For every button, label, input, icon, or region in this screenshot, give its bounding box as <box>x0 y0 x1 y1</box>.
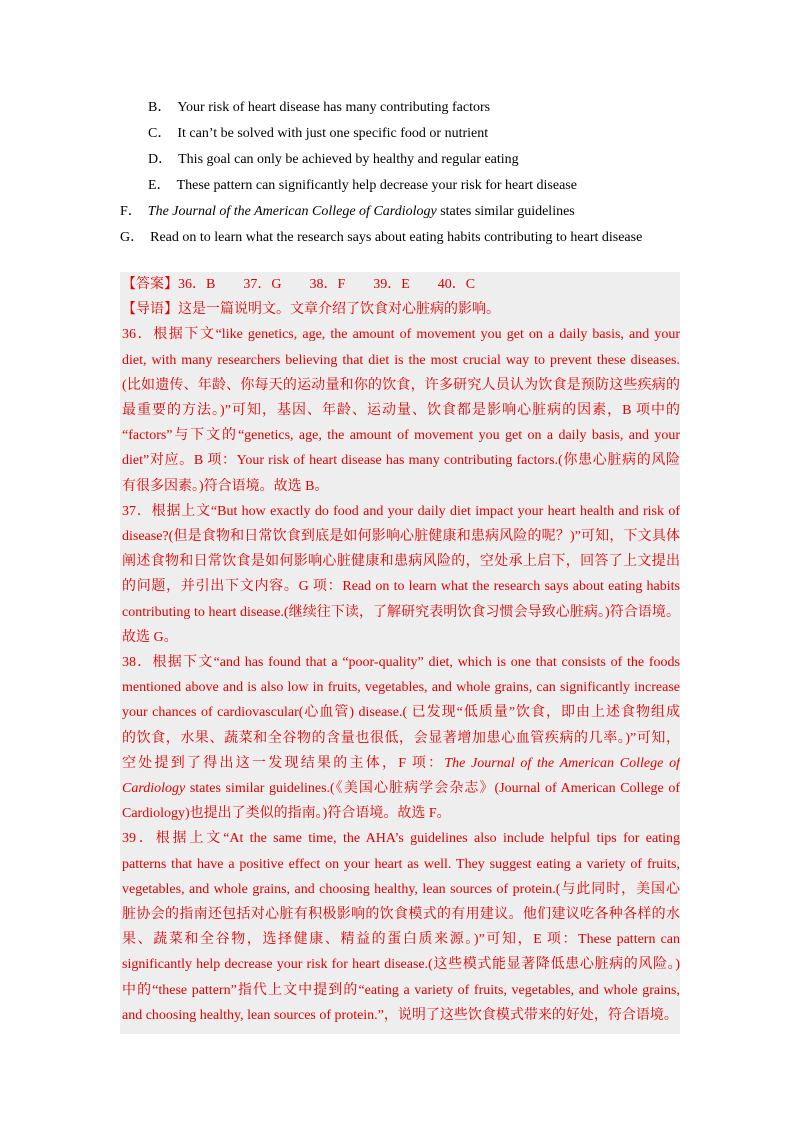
answer-line: 38．根据下文“and has found that a “poor-quality” diet, which is one that consists of the foods <box>122 655 680 670</box>
answer-line: 最重要的方法。)”可知，基因、年龄、运动量、饮食都是影响心脏病的因素，B 项中的 <box>122 403 680 418</box>
answer-line: 空处提到了得出这一发现结果的主体，F 项：The Journal of the American College of <box>122 755 680 771</box>
answer-line: 中的“these pattern”指代上文中提到的“eating a variety of fruits, vegetables, and whole grains, <box>122 982 680 998</box>
answer-line: diet, with many researchers believing that diet is the most crucial way to prevent these diseases. <box>122 352 680 368</box>
option-text: Read on to learn what the research says about eating habits contributing to heart disease <box>150 230 643 245</box>
answer-line: Cardiology states similar guidelines.(《美国心脏病学会杂志》(Journal of American College of <box>122 781 680 796</box>
answer-line: mentioned above and is also low in fruits, vegetables, and whole grains, can significantly increase <box>122 680 680 696</box>
answer-line: disease?(但是食物和日常饮食到底是如何影响心脏健康和患病风险的呢？)”可知，下文具体 <box>122 529 680 544</box>
answer-line: 39．根据上文“At the same time, the AHA’s guidelines also include helpful tips for eating <box>122 831 680 847</box>
answer-line: Cardiology)也提出了类似的指南。)符合语境。故选 F。 <box>122 806 451 822</box>
answer-line: vegetables, and whole grains, and choosing healthy, lean sources of protein.(与此同时，美国心 <box>122 881 680 897</box>
option-text: This goal can only be achieved by healthy and regular eating <box>178 152 519 167</box>
option-c <box>148 125 488 143</box>
answer-line: contributing to heart disease.(继续往下读，了解研究表明饮食习惯会导致心脏病。)符合语境。 <box>122 604 680 620</box>
option-letter: G． <box>120 230 145 245</box>
option-b <box>148 99 490 117</box>
answer-line: 故选 G。 <box>122 629 178 645</box>
option-e <box>148 177 577 195</box>
option-italic-title: The Journal of the American College of Cardiology <box>147 204 437 219</box>
answer-line: your chances of cardiovascular(心血管) disease.( 已发现“低质量”饮食，即由上述食物组成 <box>122 705 680 721</box>
option-letter: D． <box>148 152 173 167</box>
option-letter: E． <box>148 178 171 193</box>
answer-line: 36．根据下文“like genetics, age, the amount of movement you get on a daily basis, and your <box>122 327 680 343</box>
answer-line: 果、蔬菜和全谷物，选择健康、精益的蛋白质来源。)”可知，E 项：These pattern can <box>122 932 680 948</box>
option-d <box>148 151 519 169</box>
answer-line: 脏协会的指南还包括对心脏有积极影响的饮食模式的有用建议。他们建议吃各种各样的水 <box>122 907 680 922</box>
option-text: Your risk of heart disease has many contributing factors <box>177 100 491 115</box>
answer-line: (比如遗传、年龄、你每天的运动量和你的饮食，许多研究人员认为饮食是预防这些疾病的 <box>122 377 680 393</box>
option-f <box>120 203 575 221</box>
answer-line: 【导语】这是一篇说明文。文章介绍了饮食对心脏病的影响。 <box>122 302 500 318</box>
option-letter: B． <box>148 100 172 115</box>
answer-line: patterns that have a positive effect on your heart as well. They suggest eating a variety of fruits, <box>122 856 680 872</box>
option-letter: C． <box>148 126 172 141</box>
answer-line: 37．根据上文“But how exactly do food and your daily diet impact your heart health and risk of <box>122 503 680 519</box>
answer-line: 阐述食物和日常饮食是如何影响心脏健康和患病风险的，空处承上启下，回答了上文提出 <box>122 554 680 570</box>
answer-line: diet”对应。B 项：Your risk of heart disease has many contributing factors.(你患心脏病的风险 <box>122 453 680 469</box>
answer-line: 【答案】36．B 37．G 38．F 39．E 40．C <box>122 277 476 292</box>
answer-line: “factors”与下文的“genetics, age, the amount of movement you get on a daily basis, and your <box>122 428 680 444</box>
option-text: states similar guidelines <box>436 204 575 219</box>
answer-line: significantly help decrease your risk for heart disease.(这些模式能显著降低患心脏病的风险。) <box>122 957 680 973</box>
answer-line: 的问题，并引出下文内容。G 项：Read on to learn what the research says about eating habits <box>122 579 680 595</box>
answer-line: and choosing healthy, lean sources of protein.”，说明了这些饮食模式带来的好处，符合语境。 <box>122 1007 678 1023</box>
answer-line: 的饮食，水果、蔬菜和全谷物的含量也很低，会显著增加患心血管疾病的几率。)”可知， <box>122 730 680 746</box>
answer-line: 有很多因素。)符合语境。故选 B。 <box>122 478 329 494</box>
option-text: It can’t be solved with just one specific food or nutrient <box>177 126 489 141</box>
option-g <box>120 229 642 247</box>
option-letter: F． <box>120 204 142 219</box>
option-text: These pattern can significantly help decrease your risk for heart disease <box>176 178 577 193</box>
